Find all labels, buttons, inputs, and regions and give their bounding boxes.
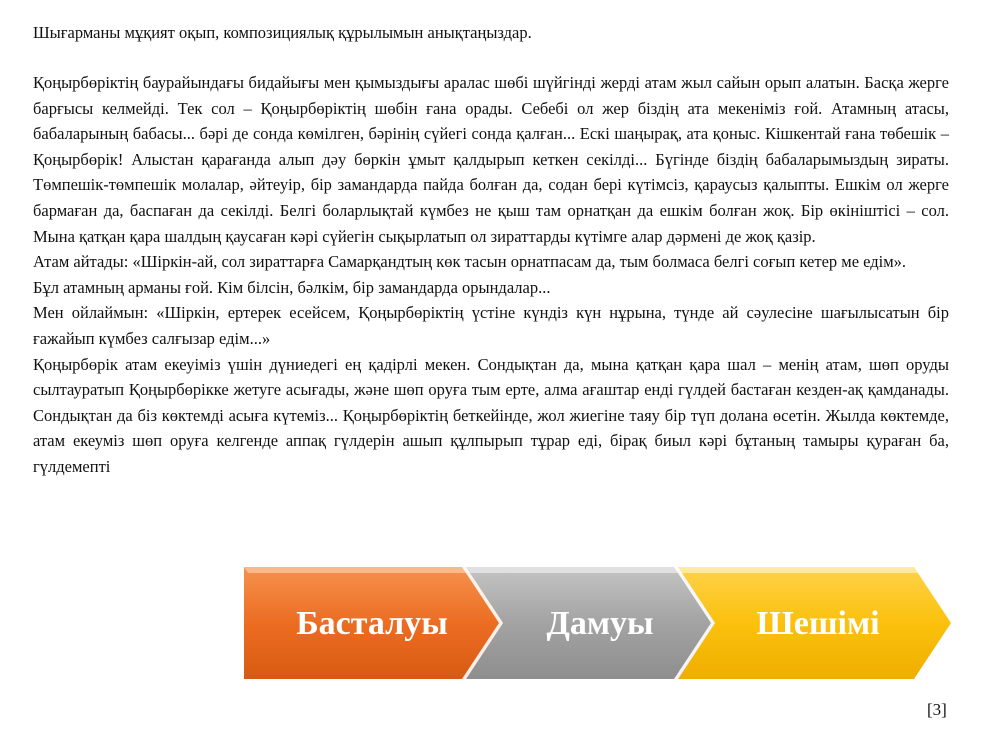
story-text	[33, 70, 949, 480]
paragraph-4: Мен ойлаймын: «Шіркін, ертерек есейсем, Қоңырбөріктің үстіне күндіз күн нұрына, түнде ай сәулесіне шағылысатын бір ғажайып күмбез салғызар едім...»	[33, 303, 949, 348]
composition-diagram	[244, 567, 952, 680]
stage-label-resolution: Шешімі	[756, 605, 880, 642]
stage-label-beginning: Басталуы	[296, 605, 448, 642]
paragraph-3: Бұл атамның арманы ғой. Кім білсін, бәлкім, бір замандарда орындалар...	[33, 277, 551, 297]
stage-label-development: Дамуы	[546, 605, 654, 642]
task-instruction: Шығарманы мұқият оқып, композициялық құрылымын анықтаңыздар.	[33, 23, 532, 42]
paragraph-5: Қоңырбөрік атам екеуіміз үшін дүниедегі ең қадірлі мекен. Сондықтан да, мына қатқан қара шал – менің атам, шөп оруды сылтауратып Қоңырбөрікке жетуге асығады, және шөп оруға тым ерте, алма ағаштар енді гүлдей бастаған кезден-ақ қамданады. Сондықтан да біз көктемді асыға күтеміз... Қоңырбөріктің беткейінде, жол жиегіне таяу бір түп долана өсетін. Жылда көктемде, атам екеуміз шөп оруға келгенде аппақ гүлдерін ашып құлпырып тұрар еді, бірақ биыл кәрі бұтаның тамыры қураған ба, гүлдемепті	[33, 354, 949, 476]
score-mark: [3]	[927, 700, 947, 719]
paragraph-2: Атам айтады: «Шіркін-ай, сол зираттарға Самарқандтың көк тасын орнатпасам да, тым болмаса белгі соғып кетер ме едім».	[33, 252, 907, 272]
paragraph-1: Қоңырбөріктің баурайындағы бидайығы мен қымыздығы аралас шөбі шүйгінді жерді атам жыл сайын орып алатын. Басқа жерге барғысы келмейді. Тек сол – Қоңырбөріктің шөбін ғана орады. Себебі ол жер біздің ата мекеніміз ғой. Атамның атасы, бабаларының бабасы... бәрі де сонда көмілген, бәрінің сүйегі сонда қалған... Ескі шаңырақ, ата қоныс. Кішкентай ғана төбешік – Қоңырбөрік! Алыстан қарағанда алып дәу бөркін ұмыт қалдырып кеткен секілді... Бүгінде біздің бабаларымыздың зираты. Төмпешік-төмпешік молалар, әйтеуір, бір замандарда пайда болған да, содан бері күтімсіз, қараусыз қалыпты. Ешкім ол жерге бармаған да, баспаған да секілді. Белгі боларлықтай күмбез не қыш там орнатқан да ешкім болған жоқ. Бір өкініштісі – сол. Мына қатқан қара шалдың қаусаған кәрі сүйегін сықырлатып ол зираттарды күтімге алар дәрмені де жоқ қазір.	[33, 73, 949, 246]
